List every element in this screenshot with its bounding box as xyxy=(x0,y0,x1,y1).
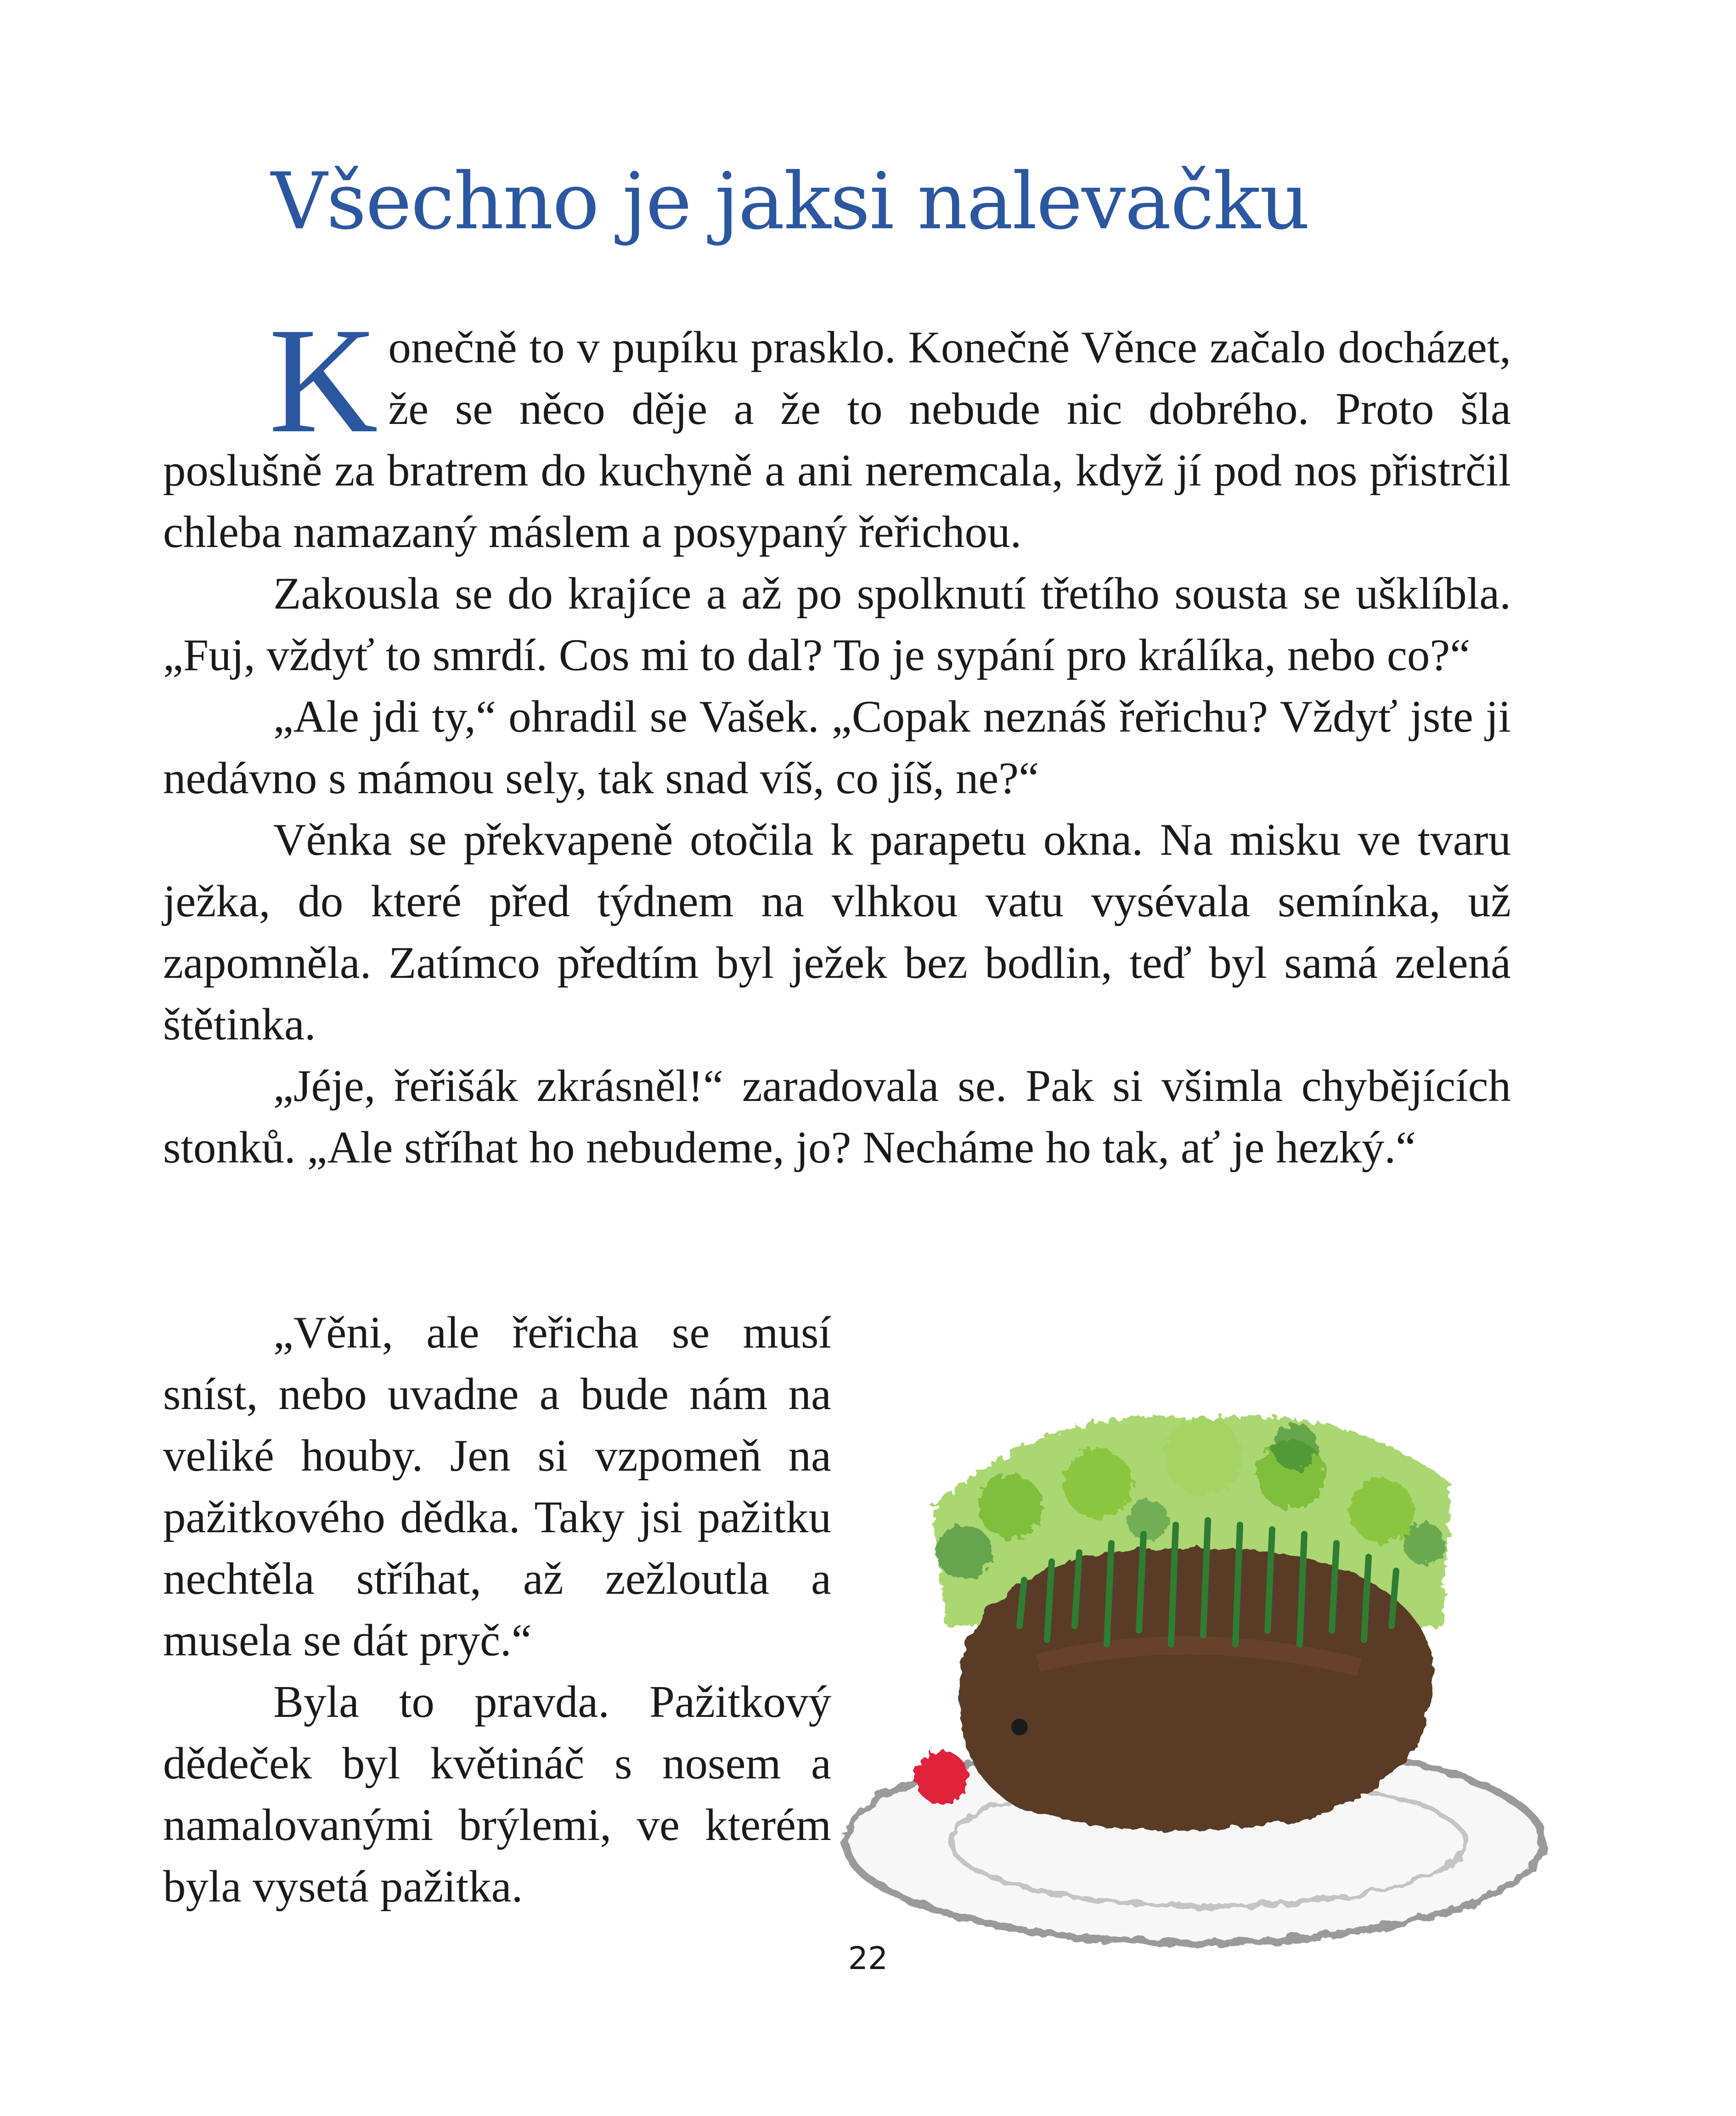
body-text xyxy=(163,297,1511,1179)
hedgehog-body xyxy=(959,1548,1433,1831)
paragraph-1 xyxy=(163,297,1511,563)
hedgehog-cress-illustration xyxy=(827,1369,1584,1966)
paragraph-7: Byla to pravda. Pažitkový dědeček byl květináč s nosem a namalovanými brýlemi, ve kterém byla vysetá pažitka. xyxy=(163,1677,831,1912)
page-number: 22 xyxy=(848,1941,888,1977)
body-text-narrow xyxy=(163,1302,831,1918)
paragraph-4: Věnka se překvapeně otočila k parapetu okna. Na misku ve tvaru ježka, do které před týdnem na vlhkou vatu vysévala semínka, už zapomněla. Zatímco předtím byl ježek bez bodlin, teď byl samá zelená štětinka. xyxy=(163,815,1511,1050)
paragraph-2: Zakousla se do krajíce a až po spolknutí třetího sousta se ušklíbla. „Fuj, vždyť to smrdí. Cos mi to dal? To je sypání pro králíka, nebo co?“ xyxy=(163,569,1511,680)
paragraph-1-text: onečně to v pupíku prasklo. Konečně Věnce začalo docházet, že se něco děje a že to nebude nic dobrého. Proto šla poslušně za bratrem do kuchyně a ani neremcala, když jí pod nos přistrčil chleba namazaný máslem a posypaný řeřichou. xyxy=(163,322,1511,557)
paragraph-6: „Věni, ale řeřicha se musí sníst, nebo uvadne a bude nám na veliké houby. Jen si vzpomeň na pažitkového dědka. Taky jsi pažitku nechtěla stříhat, až zežloutla a musela se dát pryč.“ xyxy=(163,1308,831,1665)
paragraph-5: „Jéje, řeřišák zkrásněl!“ zaradovala se. Pak si všimla chybějících stonků. „Ale stříhat ho nebudeme, jo? Necháme ho tak, ať je hezký.“ xyxy=(163,1061,1511,1173)
drop-cap: K xyxy=(269,297,378,464)
paragraph-3: „Ale jdi ty,“ ohradil se Vašek. „Copak neznáš řeřichu? Vždyť jste ji nedávno s mámou sely, tak snad víš, co jíš, ne?“ xyxy=(163,692,1511,803)
chapter-title: Všechno je jaksi nalevačku xyxy=(271,156,1309,247)
